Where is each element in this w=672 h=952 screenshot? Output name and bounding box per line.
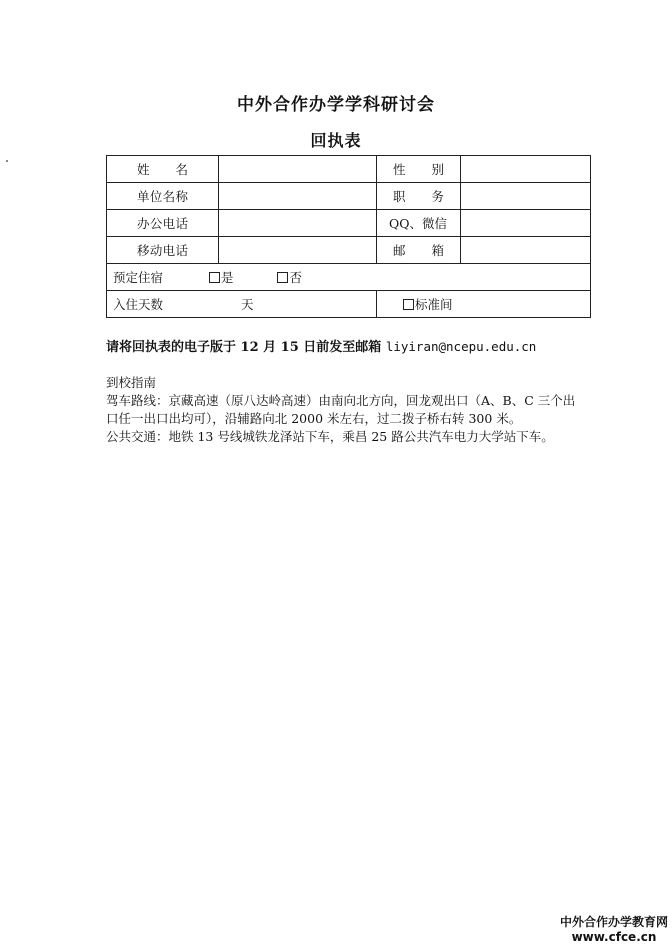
office-phone-label: 办公电话	[107, 210, 219, 237]
watermark-line1: 中外合作办学教育网	[559, 915, 668, 929]
standard-room-label: 标准间	[415, 297, 453, 312]
position-label: 职 务	[377, 183, 461, 210]
conference-title: 中外合作办学学科研讨会	[237, 95, 435, 115]
reserve-cell	[107, 264, 591, 291]
watermark-line2: www.cfce.cn	[571, 930, 657, 944]
no-label: 否	[289, 270, 302, 285]
qq-wechat-field[interactable]	[461, 210, 591, 237]
form-row-mobile	[107, 237, 591, 264]
form-row-org	[107, 183, 591, 210]
stay-days-cell[interactable]	[107, 291, 377, 318]
standard-room-cell	[377, 291, 591, 318]
reserve-label: 预定住宿	[113, 270, 164, 285]
name-label: 姓 名	[107, 156, 219, 183]
driving-directions: 驾车路线：京藏高速（原八达岭高速）由南向北方向，回龙观出口（A、B、C 三个出口任一出口出均可），沿辅路向北 2000 米左右，过二拨子桥右转 300 米。	[106, 393, 576, 426]
guide-body	[106, 392, 586, 446]
gender-field[interactable]	[461, 156, 591, 183]
gender-label: 性 别	[377, 156, 461, 183]
stay-days-label: 入住天数	[113, 297, 164, 312]
form-row-stay	[107, 291, 591, 318]
org-label: 单位名称	[107, 183, 219, 210]
email-address: liyiran@ncepu.edu.cn	[385, 339, 537, 354]
scan-speck	[6, 160, 8, 162]
transit-directions: 公共交通：地铁 13 号线城铁龙泽站下车，乘昌 25 路公共汽车电力大学站下车。	[106, 429, 554, 444]
days-unit: 天	[240, 297, 254, 312]
standard-room-checkbox[interactable]	[403, 299, 414, 310]
office-phone-field[interactable]	[219, 210, 377, 237]
form-row-reserve	[107, 264, 591, 291]
email-instruction-text: 请将回执表的电子版于 12 月 15 日前发至邮箱	[106, 340, 386, 355]
mailbox-label: 邮 箱	[377, 237, 461, 264]
no-checkbox[interactable]	[277, 272, 288, 283]
mailbox-field[interactable]	[461, 237, 591, 264]
form-title: 回执表	[310, 131, 362, 150]
mobile-label: 移动电话	[107, 237, 219, 264]
mobile-field[interactable]	[219, 237, 377, 264]
org-field[interactable]	[219, 183, 377, 210]
yes-label: 是	[220, 270, 234, 285]
form-row-office-phone	[107, 210, 591, 237]
qq-wechat-label: QQ、微信	[377, 210, 461, 237]
name-field[interactable]	[219, 156, 377, 183]
form-row-name	[107, 156, 591, 183]
guide-title: 到校指南	[106, 375, 157, 390]
site-watermark	[560, 915, 668, 945]
email-instruction	[106, 336, 536, 355]
position-field[interactable]	[461, 183, 591, 210]
yes-checkbox[interactable]	[209, 272, 220, 283]
registration-form-grid	[106, 155, 591, 318]
